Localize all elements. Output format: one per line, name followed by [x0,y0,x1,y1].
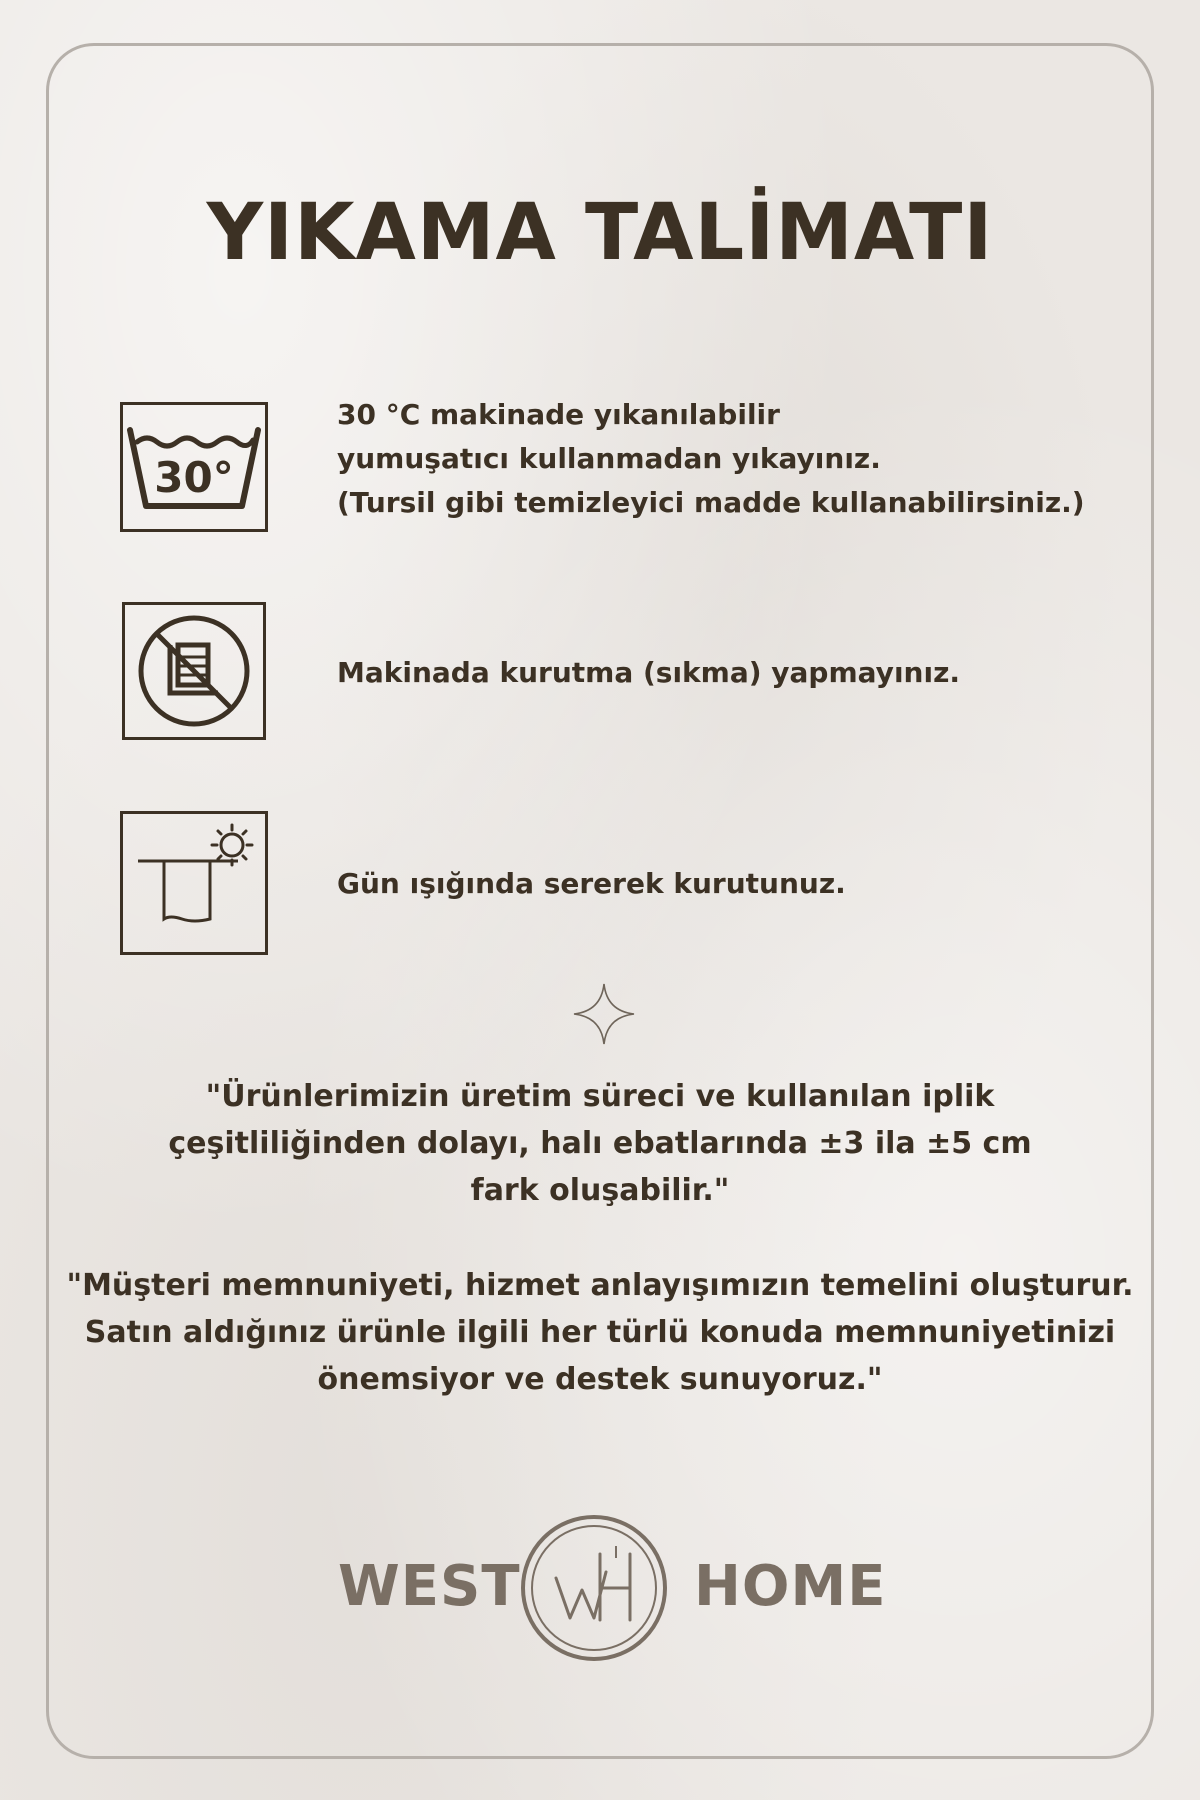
wash-temperature-label: 30° [154,453,234,502]
care-text-wash [337,393,1085,525]
line-dry-in-sun-icon [120,811,268,955]
wash-30-degrees-icon [120,402,268,532]
note-line: fark oluşabilir." [470,1173,730,1208]
wh-monogram-logo [520,1514,668,1666]
brand-name-left: WEST [338,1554,521,1619]
care-line: Makinada kurutma (sıkma) yapmayınız. [337,656,960,689]
customer-satisfaction-note [50,1262,1150,1403]
care-line: yumuşatıcı kullanmadan yıkayınız. [337,442,881,475]
note-line: "Müşteri memnuniyeti, hizmet anlayışımızın temelini oluşturur. [66,1268,1134,1303]
do-not-tumble-dry-icon [122,602,266,740]
care-line: 30 °C makinade yıkanılabilir [337,398,780,431]
note-line: Satın aldığınız ürünle ilgili her türlü konuda memnuniyetinizi [84,1315,1116,1350]
page-title: YIKAMA TALİMATI [206,188,994,278]
care-text-sun-dry [337,862,846,906]
care-line: (Tursil gibi temizleyici madde kullanabilirsiniz.) [337,486,1085,519]
care-text-no-dry [337,651,960,695]
note-line: "Ürünlerimizin üretim süreci ve kullanılan iplik [205,1079,995,1114]
size-tolerance-note [50,1073,1150,1214]
care-line: Gün ışığında sererek kurutunuz. [337,867,846,900]
note-line: önemsiyor ve destek sunuyoruz." [317,1362,883,1397]
four-point-star-icon [572,982,636,1050]
note-line: çeşitliliğinden dolayı, halı ebatlarında ±3 ila ±5 cm [168,1126,1032,1161]
brand-name-right: HOME [694,1554,887,1619]
